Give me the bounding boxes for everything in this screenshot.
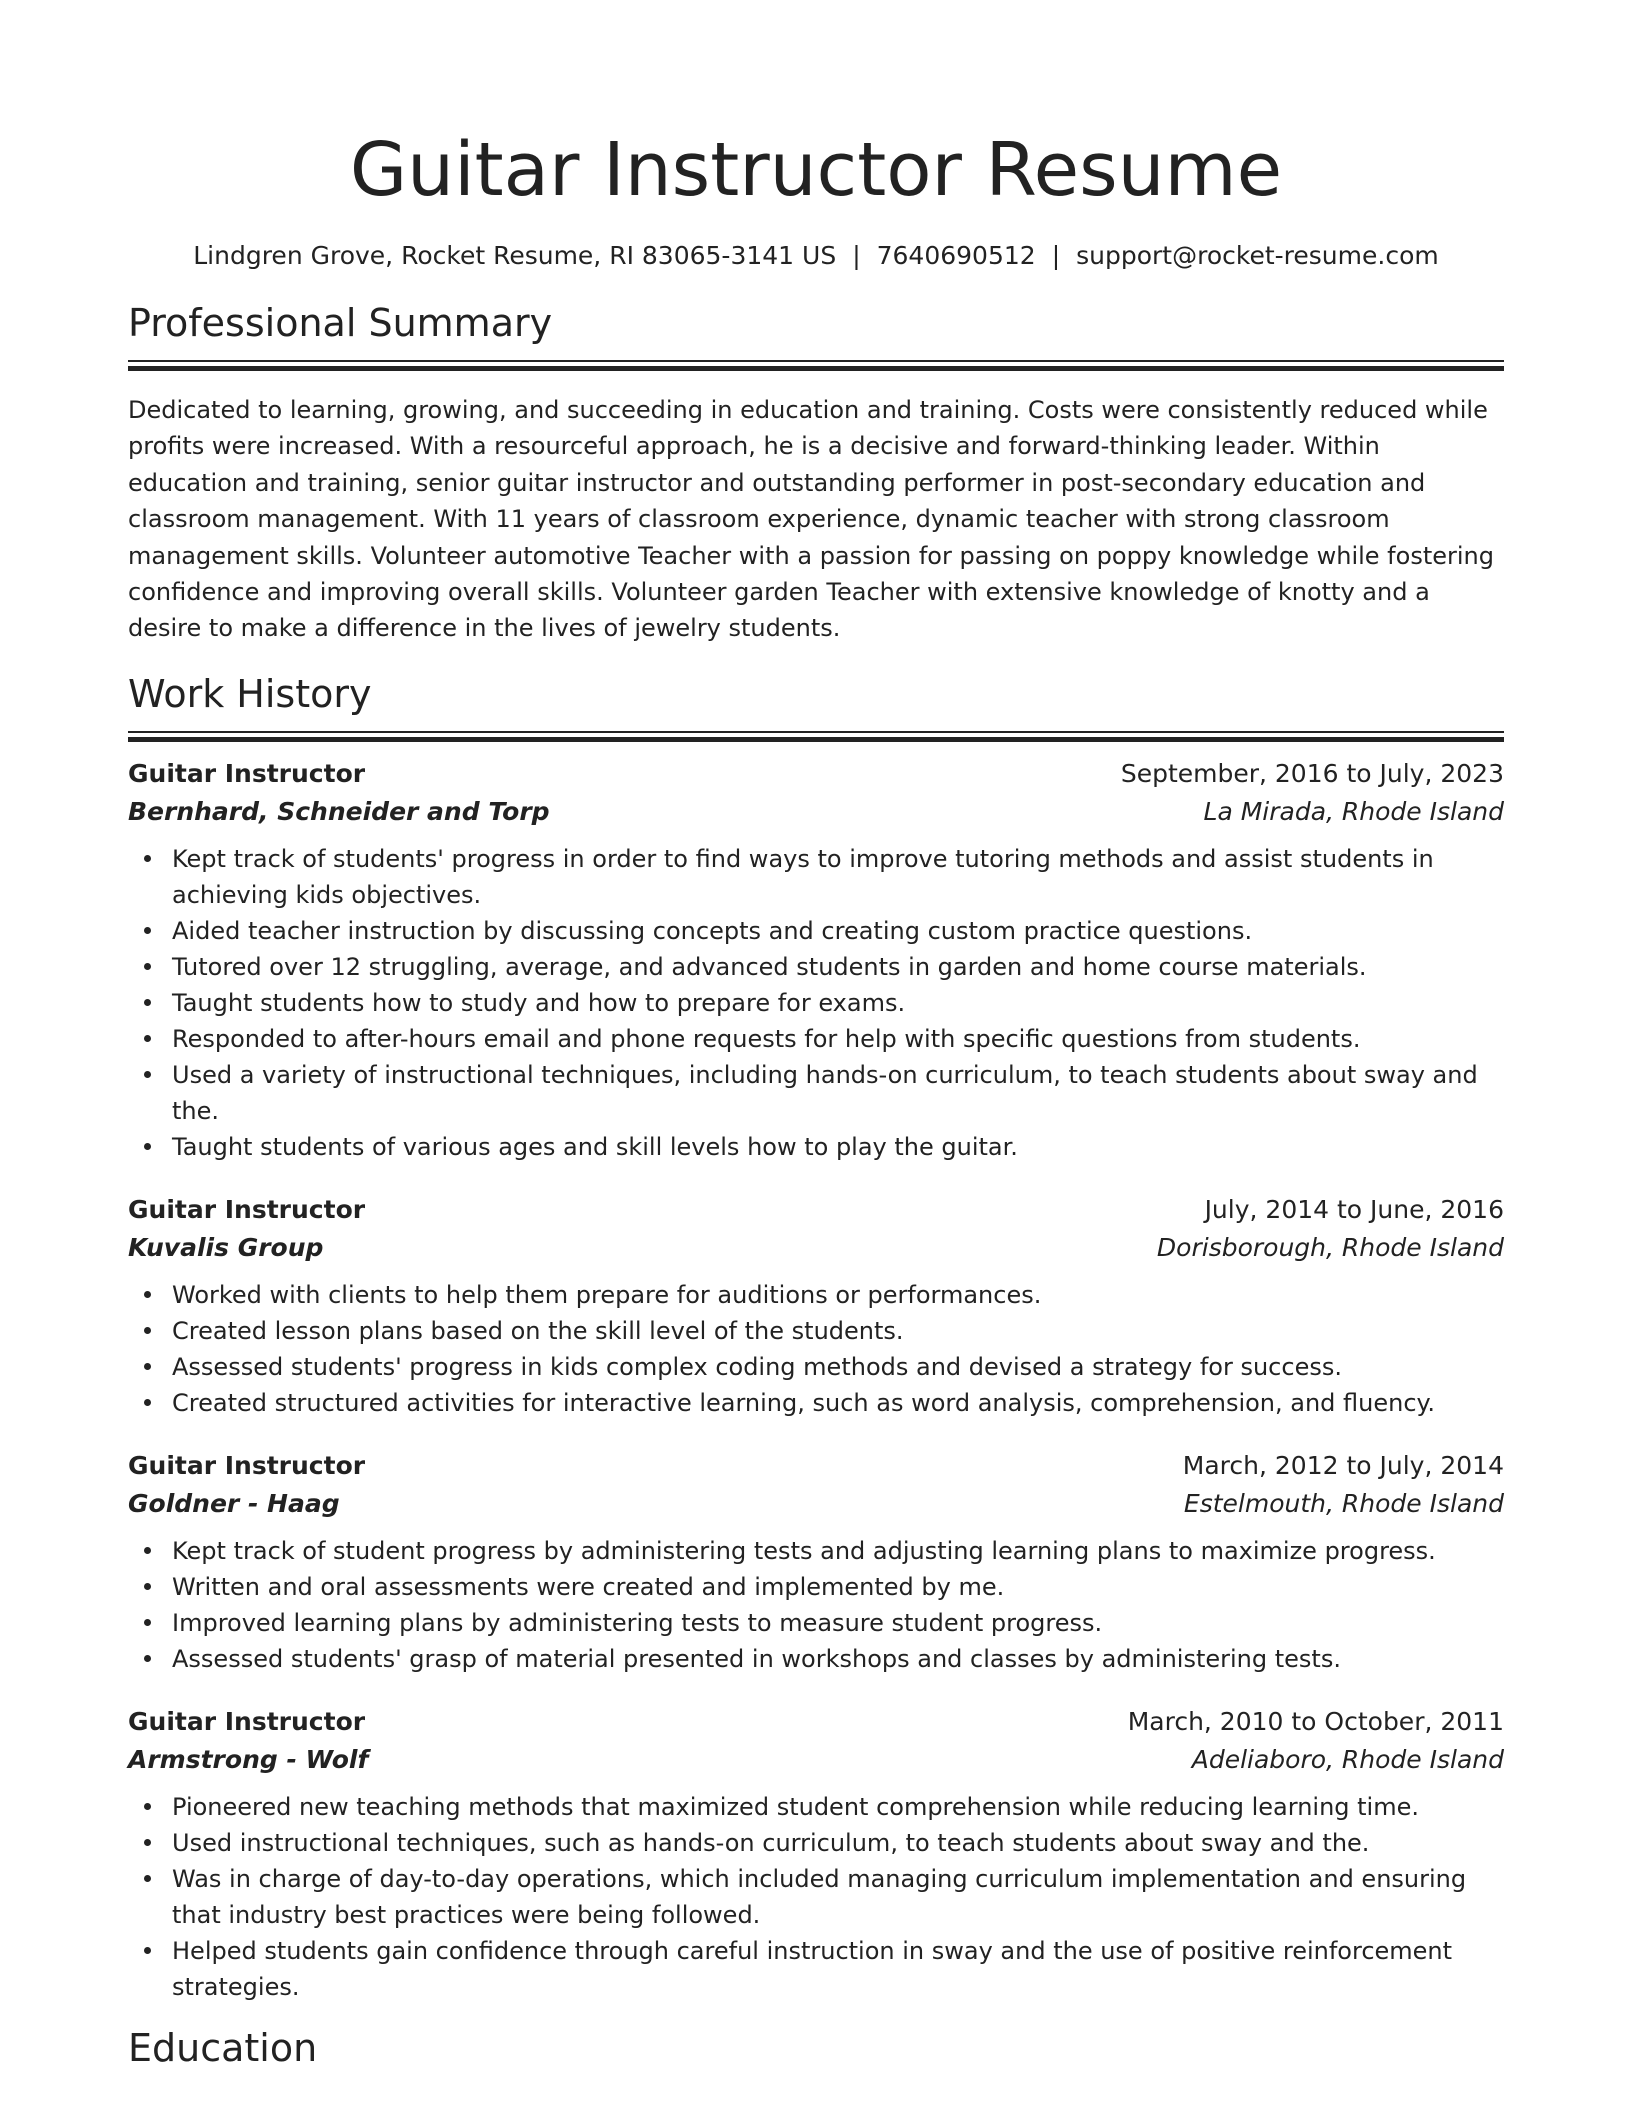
job-company-row <box>128 1485 1504 1523</box>
section-divider <box>128 731 1504 741</box>
summary-section <box>128 298 1504 647</box>
job-company-row <box>128 1229 1504 1267</box>
job-bullet: Improved learning plans by administering tests to measure student progress. <box>128 1605 1504 1641</box>
job-header-row <box>128 1191 1504 1229</box>
job-dates: March, 2010 to October, 2011 <box>1127 1706 1504 1736</box>
job-company: Armstrong - Wolf <box>128 1744 369 1774</box>
job-bullet: Helped students gain confidence through careful instruction in sway and the use of positive reinforcement strategies. <box>128 1933 1504 2005</box>
job-bullet-list <box>128 841 1504 1165</box>
job-title: Guitar Instructor <box>128 1450 366 1480</box>
contact-address: Lindgren Grove, Rocket Resume, RI 83065-3141 US <box>193 241 837 270</box>
job-list <box>128 755 1504 2005</box>
contact-phone: 7640690512 <box>876 241 1036 270</box>
job-dates: March, 2012 to July, 2014 <box>1182 1450 1504 1480</box>
job-location: Dorisborough, Rhode Island <box>1156 1232 1504 1262</box>
job-entry <box>128 1447 1504 1677</box>
job-company: Bernhard, Schneider and Torp <box>128 796 550 826</box>
contact-line <box>128 238 1504 274</box>
job-bullet: Used a variety of instructional techniques, including hands-on curriculum, to teach students about sway and the. <box>128 1057 1504 1129</box>
job-bullet: Tutored over 12 struggling, average, and advanced students in garden and home course materials. <box>128 949 1504 985</box>
job-bullet: Created structured activities for interactive learning, such as word analysis, comprehension, and fluency. <box>128 1385 1504 1421</box>
job-dates: July, 2014 to June, 2016 <box>1204 1194 1504 1224</box>
work-history-section <box>128 669 1504 2005</box>
job-location: Estelmouth, Rhode Island <box>1183 1488 1504 1518</box>
job-company-row <box>128 1741 1504 1779</box>
job-dates: September, 2016 to July, 2023 <box>1120 758 1504 788</box>
resume-title: Guitar Instructor Resume <box>349 127 1283 213</box>
job-bullet: Created lesson plans based on the skill level of the students. <box>128 1313 1504 1349</box>
job-entry <box>128 1703 1504 2005</box>
job-company-row <box>128 793 1504 831</box>
job-title: Guitar Instructor <box>128 758 366 788</box>
work-history-heading: Work History <box>128 671 372 716</box>
section-divider <box>128 360 1504 370</box>
education-heading: Education <box>128 2025 318 2070</box>
job-bullet: Taught students of various ages and skill levels how to play the guitar. <box>128 1129 1504 1165</box>
job-location: La Mirada, Rhode Island <box>1203 796 1504 826</box>
job-bullet: Assessed students' progress in kids complex coding methods and devised a strategy for success. <box>128 1349 1504 1385</box>
summary-text: Dedicated to learning, growing, and succeeding in education and training. Costs were consistently reduced while profits were increased. With a resourceful approach, he is a decisive and forward-thinking leader. Within education and training, senior guitar instructor and outstanding performer in post-secondary education and classroom management. With 11 years of classroom experience, dynamic teacher with strong classroom management skills. Volunteer automotive Teacher with a passion for passing on poppy knowledge while fostering confidence and improving overall skills. Volunteer garden Teacher with extensive knowledge of knotty and a desire to make a difference in the lives of jewelry students. <box>128 396 1494 643</box>
contact-email: support@rocket-resume.com <box>1076 241 1439 270</box>
job-bullet-list <box>128 1533 1504 1677</box>
job-title: Guitar Instructor <box>128 1194 366 1224</box>
job-bullet: Assessed students' grasp of material presented in workshops and classes by administering tests. <box>128 1641 1504 1677</box>
job-bullet-list <box>128 1277 1504 1421</box>
job-entry <box>128 1191 1504 1421</box>
job-entry <box>128 755 1504 1165</box>
job-bullet: Kept track of students' progress in order to find ways to improve tutoring methods and assist students in achieving kids objectives. <box>128 841 1504 913</box>
job-bullet: Responded to after-hours email and phone requests for help with specific questions from students. <box>128 1021 1504 1057</box>
job-bullet: Was in charge of day-to-day operations, which included managing curriculum implementation and ensuring that industry best practices were being followed. <box>128 1861 1504 1933</box>
job-bullet: Kept track of student progress by administering tests and adjusting learning plans to maximize progress. <box>128 1533 1504 1569</box>
education-section <box>128 2023 1504 2073</box>
job-header-row <box>128 1447 1504 1485</box>
job-title: Guitar Instructor <box>128 1706 366 1736</box>
job-bullet: Written and oral assessments were created and implemented by me. <box>128 1569 1504 1605</box>
job-header-row <box>128 755 1504 793</box>
job-location: Adeliaboro, Rhode Island <box>1191 1744 1504 1774</box>
job-bullet: Aided teacher instruction by discussing concepts and creating custom practice questions. <box>128 913 1504 949</box>
job-bullet-list <box>128 1789 1504 2005</box>
job-bullet: Worked with clients to help them prepare for auditions or performances. <box>128 1277 1504 1313</box>
summary-heading: Professional Summary <box>128 301 553 345</box>
resume-page <box>128 120 1504 2073</box>
job-company: Kuvalis Group <box>128 1232 324 1262</box>
job-header-row <box>128 1703 1504 1741</box>
contact-separator: | <box>852 241 861 270</box>
job-bullet: Used instructional techniques, such as hands-on curriculum, to teach students about sway and the. <box>128 1825 1504 1861</box>
job-bullet: Pioneered new teaching methods that maximized student comprehension while reducing learning time. <box>128 1789 1504 1825</box>
job-bullet: Taught students how to study and how to prepare for exams. <box>128 985 1504 1021</box>
job-company: Goldner - Haag <box>128 1488 340 1518</box>
contact-separator: | <box>1051 241 1061 270</box>
